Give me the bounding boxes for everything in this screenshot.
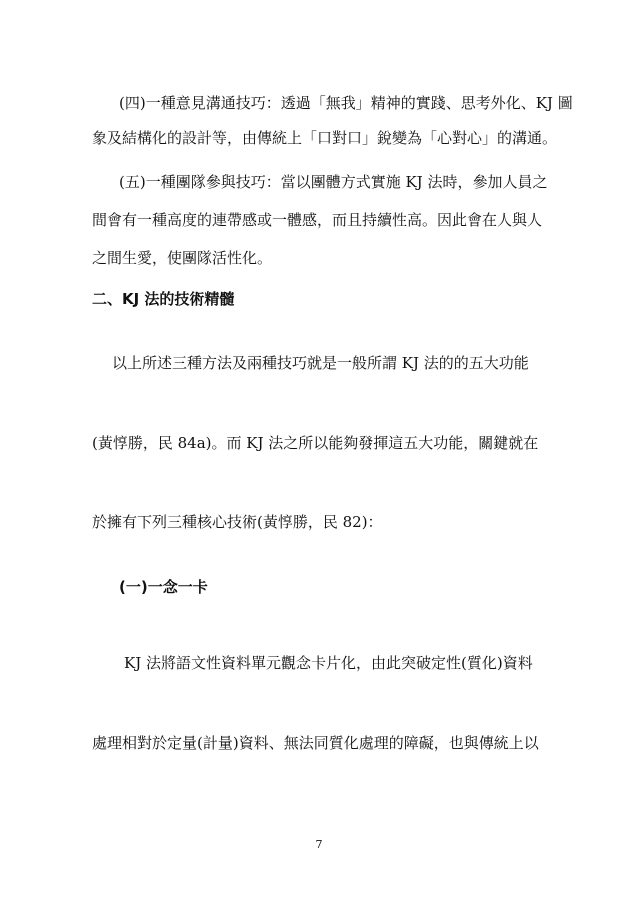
paragraph-5-line-3: 之間生愛，使團隊活性化。 (92, 249, 273, 267)
subsection-body-line-1: KJ 法將語文性資料單元觀念卡片化，由此突破定性(質化)資料 (124, 654, 533, 672)
paragraph-4-line-2: 象及結構化的設計等，由傳統上「口對口」銳變為「心對心」的溝通。 (92, 129, 558, 147)
section-heading: 二、KJ 法的技術精髓 (92, 290, 235, 308)
section-body-line-3: 於擁有下列三種核心技術(黃惇勝，民 82)： (92, 513, 383, 531)
paragraph-4-line-1: (四)一種意見溝通技巧：透過「無我」精神的實踐、思考外化、KJ 圖 (119, 94, 573, 112)
subsection-body-line-2: 處理相對於定量(計量)資料、無法同質化處理的障礙，也與傳統上以 (92, 734, 539, 752)
paragraph-5-line-2: 間會有一種高度的連帶感或一體感，而且持續性高。因此會在人與人 (92, 211, 543, 229)
page-number: 7 (315, 838, 323, 851)
paragraph-5-line-1: (五)一種團隊參與技巧：當以團體方式實施 KJ 法時，參加人員之 (119, 173, 548, 191)
section-body-line-2: (黃惇勝，民 84a)。而 KJ 法之所以能夠發揮這五大功能，關鍵就在 (92, 434, 539, 452)
subsection-heading: (一)一念一卡 (119, 578, 208, 596)
section-body-line-1: 以上所述三種方法及兩種技巧就是一般所謂 KJ 法的的五大功能 (112, 354, 529, 372)
